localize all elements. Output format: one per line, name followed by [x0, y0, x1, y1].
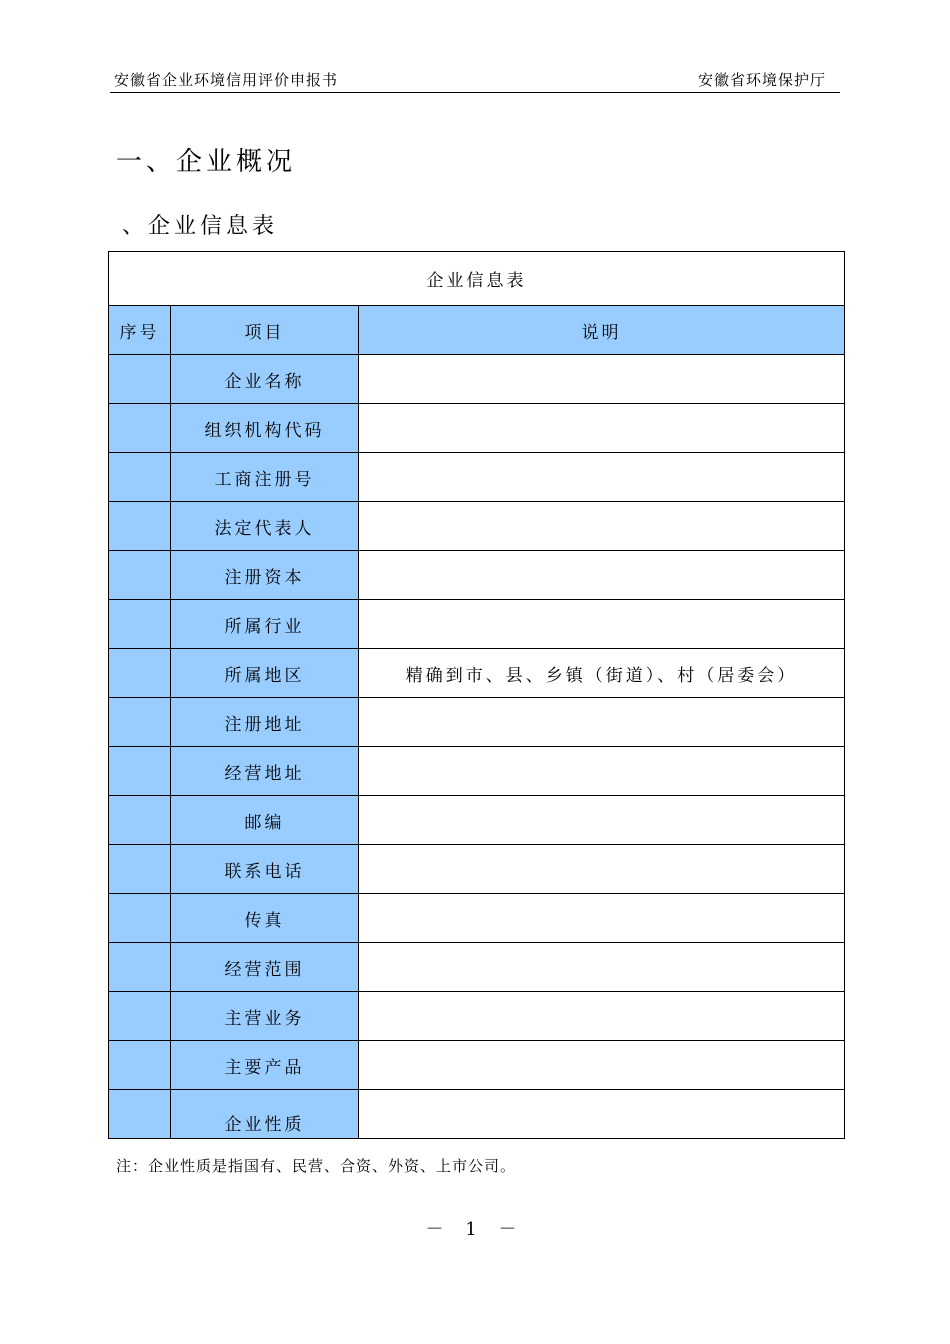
- row-index-cell: [109, 551, 171, 600]
- row-item-cell: [171, 1090, 359, 1139]
- table-header-row: [109, 306, 845, 355]
- row-index-cell: [109, 894, 171, 943]
- row-index-cell: [109, 600, 171, 649]
- table-row: [109, 551, 845, 600]
- row-index-cell: [109, 747, 171, 796]
- table-row: [109, 1041, 845, 1090]
- table-row: [109, 502, 845, 551]
- row-index-cell: [109, 502, 171, 551]
- row-description-cell[interactable]: [359, 502, 845, 551]
- row-description-cell[interactable]: [359, 551, 845, 600]
- table-row: [109, 747, 845, 796]
- row-item-label: 企业性质: [224, 1114, 305, 1135]
- row-item-label: 经营地址: [224, 763, 305, 784]
- row-item-label: 注册资本: [224, 567, 305, 588]
- row-item-label: 法定代表人: [214, 518, 315, 539]
- table-row: [109, 943, 845, 992]
- row-index-cell: [109, 1041, 171, 1090]
- row-item-label: 注册地址: [224, 714, 305, 735]
- row-item-cell: [171, 502, 359, 551]
- row-item-label: 主营业务: [224, 1008, 305, 1029]
- column-header-description: 说明: [359, 306, 845, 355]
- enterprise-info-table: [108, 251, 845, 1139]
- row-description-cell[interactable]: [359, 894, 845, 943]
- row-description-cell[interactable]: [359, 698, 845, 747]
- row-item-label: 组织机构代码: [204, 420, 325, 441]
- row-item-label: 工商注册号: [214, 469, 315, 490]
- footnote: 注：企业性质是指国有、民营、合资、外资、上市公司。: [116, 1157, 517, 1175]
- table-row: [109, 845, 845, 894]
- table-row: [109, 894, 845, 943]
- row-index-cell: [109, 1090, 171, 1139]
- table-row: [109, 404, 845, 453]
- row-item-label: 企业名称: [224, 371, 305, 392]
- row-item-cell: [171, 404, 359, 453]
- row-description-cell[interactable]: [359, 355, 845, 404]
- row-item-label: 传真: [244, 910, 285, 931]
- row-index-cell: [109, 404, 171, 453]
- row-item-cell: [171, 1041, 359, 1090]
- table-row: [109, 600, 845, 649]
- row-description-cell[interactable]: [359, 453, 845, 502]
- row-index-cell: [109, 453, 171, 502]
- table-caption-row: [109, 252, 845, 306]
- page-number: － 1 －: [425, 1219, 525, 1240]
- row-item-cell: [171, 943, 359, 992]
- row-description-cell[interactable]: [359, 1090, 845, 1139]
- row-description-cell[interactable]: [359, 404, 845, 453]
- row-index-cell: [109, 992, 171, 1041]
- table-row: [109, 1090, 845, 1139]
- row-item-label: 所属地区: [224, 665, 305, 686]
- table-row: [109, 796, 845, 845]
- row-description-cell[interactable]: [359, 796, 845, 845]
- row-index-cell: [109, 698, 171, 747]
- row-description-cell[interactable]: [359, 1041, 845, 1090]
- row-item-cell: [171, 796, 359, 845]
- row-index-cell: [109, 943, 171, 992]
- header-left-title: 安徽省企业环境信用评价申报书: [114, 71, 339, 89]
- row-item-cell: [171, 698, 359, 747]
- row-item-label: 所属行业: [224, 616, 305, 637]
- row-index-cell: [109, 649, 171, 698]
- row-item-label: 联系电话: [224, 861, 305, 882]
- row-item-cell: [171, 747, 359, 796]
- header-right-org: 安徽省环境保护厅: [697, 71, 826, 89]
- row-item-cell: [171, 845, 359, 894]
- table-body: [109, 355, 845, 1139]
- row-item-cell: [171, 894, 359, 943]
- table-row: [109, 649, 845, 698]
- row-index-cell: [109, 355, 171, 404]
- table-caption: 企业信息表: [109, 252, 845, 306]
- row-description-cell[interactable]: 精确到市、县、乡镇（街道）、村（居委会）: [359, 649, 845, 698]
- row-item-label: 经营范围: [224, 959, 305, 980]
- row-item-label: 主要产品: [224, 1057, 305, 1078]
- section-title: 一、企业概况: [116, 147, 297, 177]
- row-index-cell: [109, 845, 171, 894]
- row-item-cell: [171, 551, 359, 600]
- row-item-cell: [171, 453, 359, 502]
- row-item-label: 邮编: [244, 812, 285, 833]
- row-description-cell[interactable]: [359, 943, 845, 992]
- row-description-cell[interactable]: [359, 845, 845, 894]
- row-description-cell[interactable]: [359, 747, 845, 796]
- row-item-cell: [171, 649, 359, 698]
- row-item-cell: [171, 600, 359, 649]
- table-row: [109, 992, 845, 1041]
- page-header: [110, 66, 840, 93]
- table-row: [109, 698, 845, 747]
- column-header-item: 项目: [171, 306, 359, 355]
- row-index-cell: [109, 796, 171, 845]
- row-item-cell: [171, 992, 359, 1041]
- column-header-index: 序号: [109, 306, 171, 355]
- row-description-cell[interactable]: [359, 992, 845, 1041]
- row-description-cell[interactable]: [359, 600, 845, 649]
- table-row: [109, 355, 845, 404]
- table-row: [109, 453, 845, 502]
- subsection-title: 、企业信息表: [122, 214, 279, 239]
- row-item-cell: [171, 355, 359, 404]
